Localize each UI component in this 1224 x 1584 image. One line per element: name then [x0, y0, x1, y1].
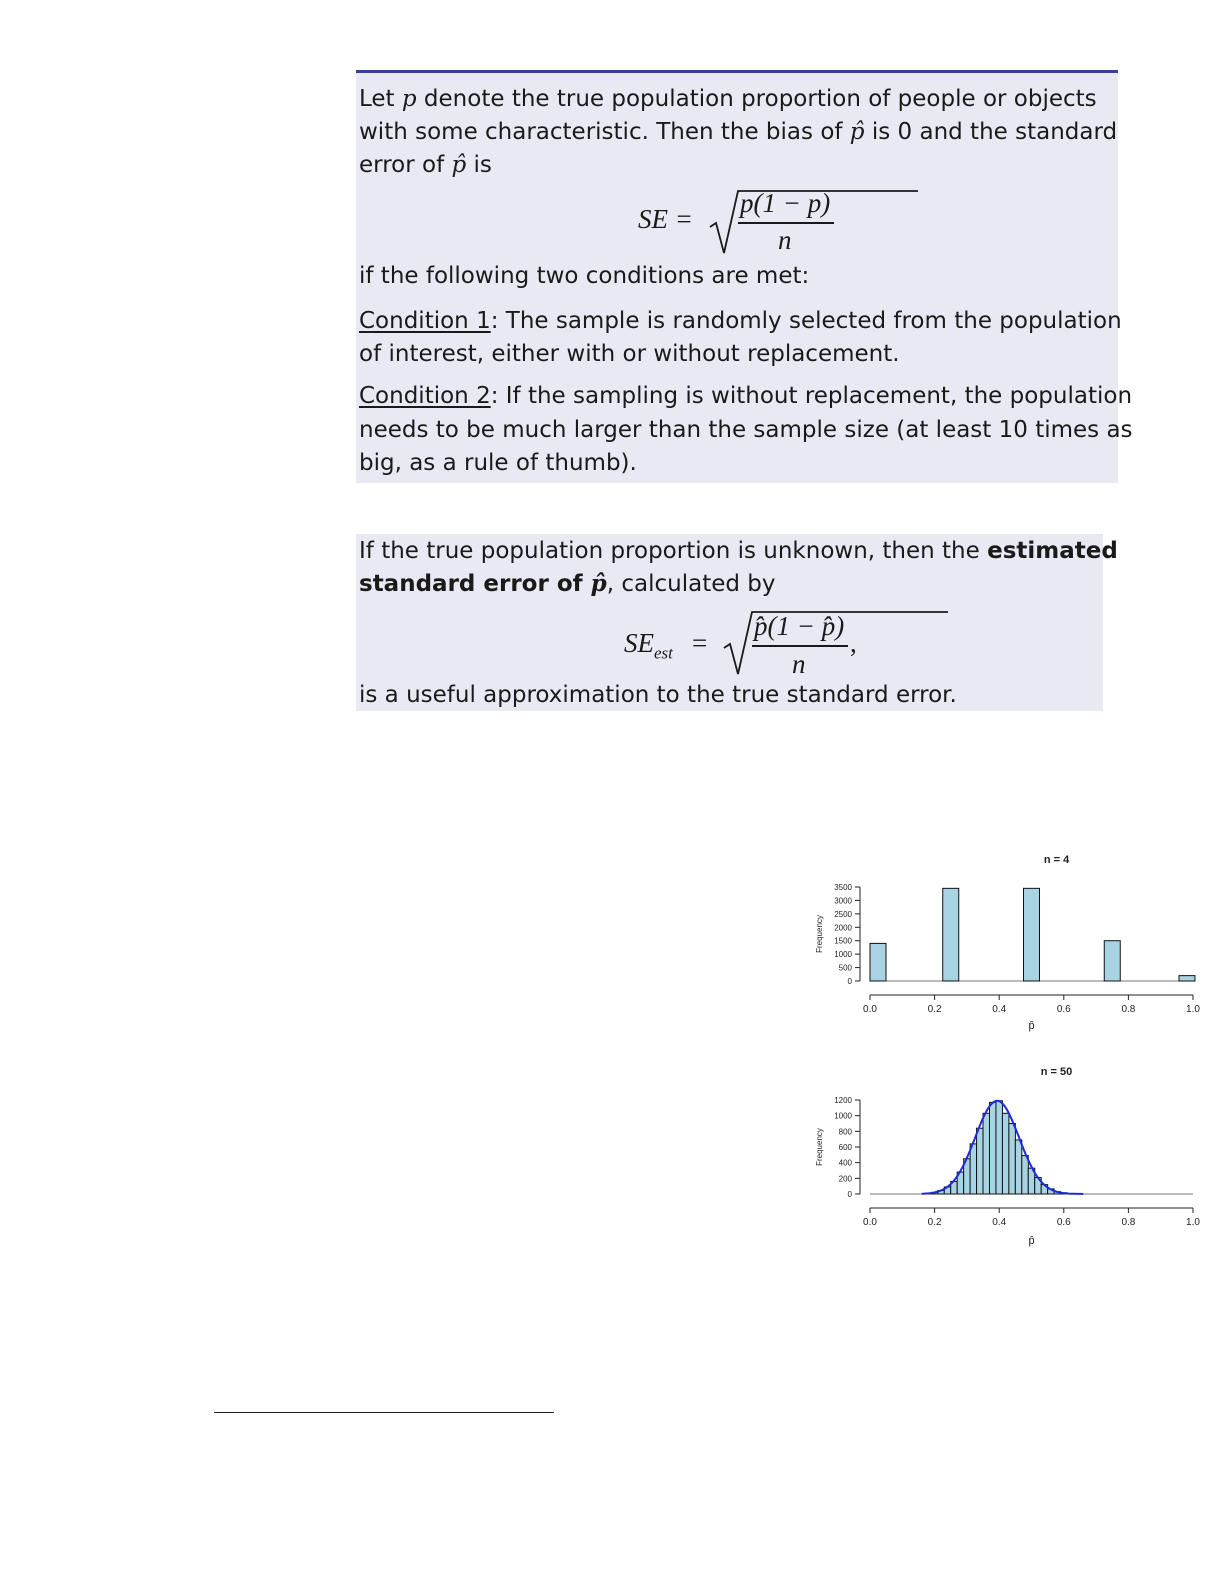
histogram-bar	[1009, 1124, 1016, 1195]
y-tick-label: 1000	[834, 1111, 852, 1121]
y-tick-label: 1000	[834, 950, 852, 960]
y-tick-label: 600	[838, 1143, 852, 1152]
x-tick-label: 0.2	[927, 1217, 942, 1228]
y-tick-label: 1500	[834, 936, 852, 946]
y-tick-label: 200	[838, 1174, 852, 1184]
box1-line3: error of p̂ is	[359, 152, 492, 178]
box2-line3: is a useful approximation to the true standard error.	[359, 682, 957, 708]
se-formula-denominator: n	[778, 225, 792, 255]
condition1-label: Condition 1	[359, 308, 491, 334]
histogram-bar	[970, 1144, 977, 1194]
se-est-numerator: p̂(1 − p̂)	[754, 611, 845, 641]
se-est-lhs: $SE_{est}$	[624, 628, 673, 663]
x-axis-label: p̂	[1028, 1020, 1035, 1032]
se-formula-numerator: p(1 − p)	[740, 188, 831, 218]
y-tick-label: 3500	[834, 883, 852, 892]
x-tick-label: 0.2	[927, 1004, 942, 1015]
histogram-bar	[870, 943, 886, 981]
se-est-denominator: n	[792, 649, 806, 679]
footnote-rule	[214, 1412, 554, 1413]
histogram-bar	[1022, 1156, 1029, 1194]
histogram-bar	[1179, 976, 1195, 981]
histogram-bar	[943, 888, 959, 981]
y-axis-label: Frequency	[815, 1128, 824, 1166]
definition-box	[356, 70, 1133, 483]
condition2-line1: Condition 2: If the sampling is without replacement, the population	[359, 383, 1133, 409]
box1-line1: Let p denote the true population proportion of people or objects	[359, 86, 1097, 112]
se-est-formula: $SE_{est}$ = p̂(1 − p̂) n ,	[622, 606, 862, 678]
box1-line2: with some characteristic. Then the bias of p̂ is 0 and the standard	[359, 119, 1118, 145]
histogram-bar	[983, 1113, 990, 1194]
histogram-bar	[1104, 941, 1120, 981]
chart-title: n = 50	[1040, 1066, 1073, 1078]
x-tick-label: 0.6	[1056, 1217, 1071, 1228]
estimated-se-box	[356, 534, 1118, 711]
x-tick-label: 0.6	[1056, 1004, 1071, 1015]
se-formula	[636, 185, 856, 260]
x-tick-label: 0.0	[863, 1004, 877, 1015]
y-tick-label: 400	[838, 1158, 852, 1168]
box2-line1: If the true population proportion is unknown, then the estimated	[359, 538, 1118, 564]
condition2-label: Condition 2	[359, 383, 491, 409]
x-tick-label: 0.8	[1121, 1217, 1136, 1228]
x-axis-label: p̂	[1028, 1235, 1035, 1247]
condition2-line2: needs to be much larger than the sample size (at least 10 times as	[359, 417, 1133, 443]
conditions-intro: if the following two conditions are met:	[359, 263, 810, 289]
p-symbol: p	[401, 86, 417, 112]
histogram-bar	[989, 1102, 996, 1194]
chart-title: n = 4	[1043, 854, 1070, 866]
histogram-bar	[1015, 1140, 1022, 1194]
y-tick-label: 3000	[834, 896, 852, 906]
x-tick-label: 0.4	[992, 1004, 1007, 1015]
x-tick-label: 0.0	[863, 1217, 877, 1228]
y-tick-label: 0	[847, 977, 852, 986]
y-tick-label: 1200	[834, 1096, 852, 1105]
y-tick-label: 800	[838, 1127, 852, 1137]
x-tick-label: 0.4	[992, 1217, 1007, 1228]
y-axis-label: Frequency	[815, 915, 824, 953]
box2-line2: standard error of p̂, calculated by	[359, 570, 776, 597]
condition2-line3: big, as a rule of thumb).	[359, 450, 637, 476]
condition1-line1: Condition 1: The sample is randomly selected from the population	[359, 308, 1122, 334]
y-tick-label: 2000	[834, 923, 852, 933]
y-tick-label: 500	[838, 963, 852, 973]
histogram-bar	[996, 1101, 1003, 1194]
x-tick-label: 1.0	[1186, 1217, 1200, 1228]
y-tick-label: 2500	[834, 909, 852, 919]
histogram-bar	[1002, 1113, 1009, 1194]
x-tick-label: 1.0	[1186, 1004, 1200, 1015]
y-tick-label: 0	[847, 1190, 852, 1199]
se-formula-lhs: SE =	[638, 204, 693, 234]
histogram-bar	[977, 1128, 984, 1194]
x-tick-label: 0.8	[1121, 1004, 1136, 1015]
histogram-n4	[800, 845, 1210, 1035]
histogram-bar	[1024, 888, 1040, 981]
histogram-n50	[800, 1058, 1210, 1258]
condition1-line2: of interest, either with or without replacement.	[359, 341, 900, 367]
